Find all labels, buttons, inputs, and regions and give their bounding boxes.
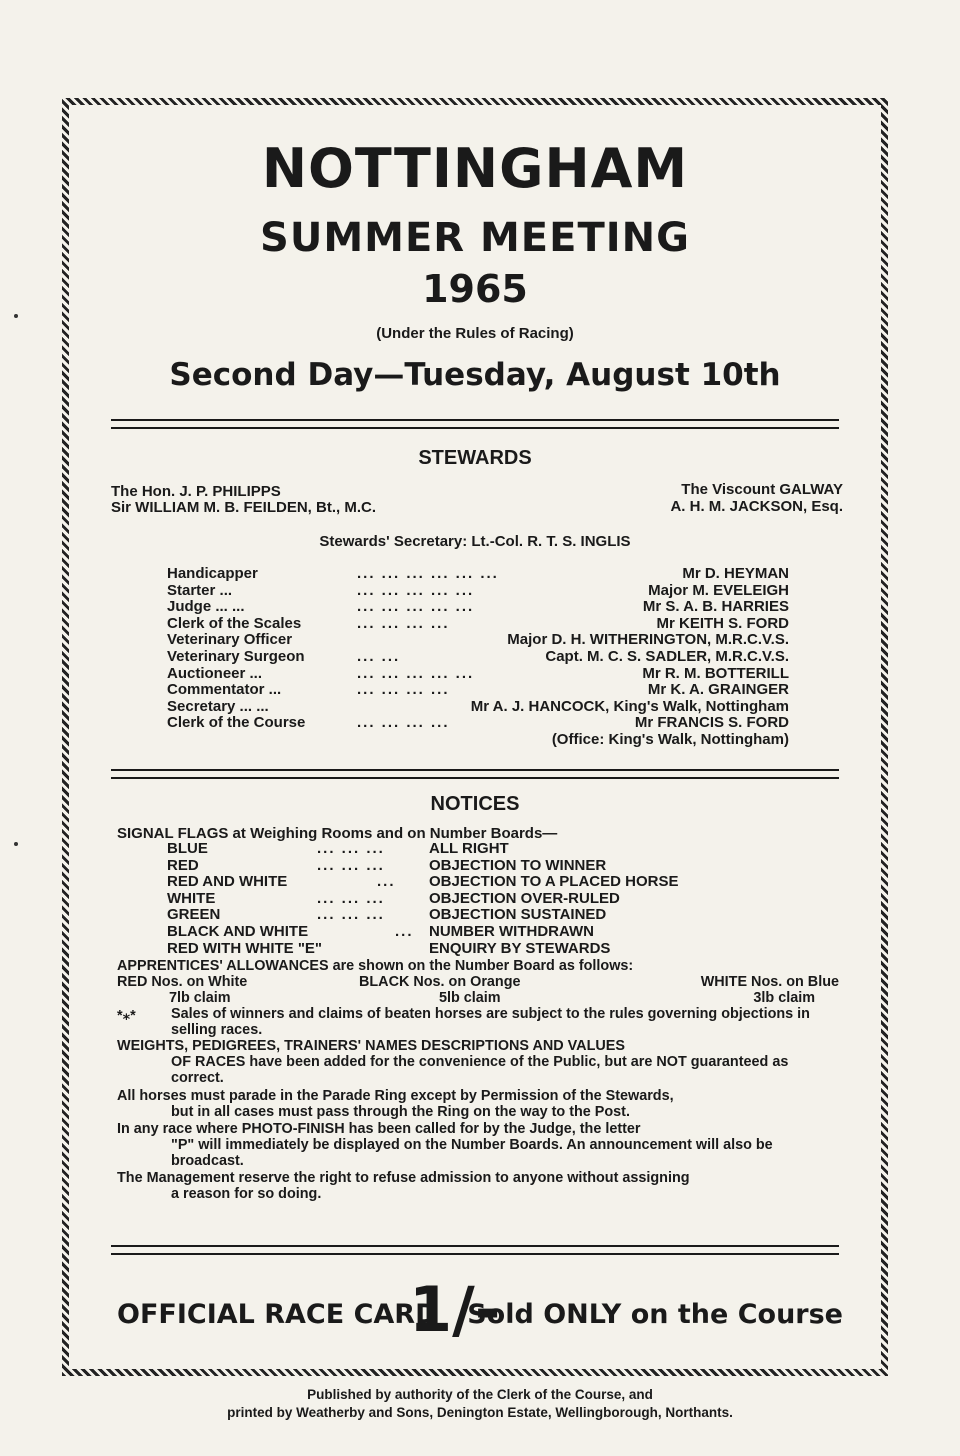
steward-left-2: Sir WILLIAM M. B. FEILDEN, Bt., M.C. [111,499,376,516]
meeting-year: 1965 [422,267,528,311]
race-card-label: OFFICIAL RACE CARD [117,1299,438,1330]
flag-row: WHITE ... ... ... OBJECTION OVER-RULED [167,889,620,907]
steward-right-2: A. H. M. JACKSON, Esq. [670,498,843,515]
office-address: (Office: King's Walk, Nottingham) [551,730,789,748]
official-row: Clerk of the Course ... ... ... ... Mr FRANCIS S. FORD [167,714,789,732]
official-row: Judge ... ... ... ... ... ... ... Mr S. A. B. HARRIES [167,598,789,616]
flag-row: BLUE ... ... ... ALL RIGHT [167,840,509,857]
divider [111,769,839,779]
staple-hole [14,314,18,318]
officials-list [167,566,789,749]
divider [111,419,839,429]
flag-row: RED AND WHITE ... OBJECTION TO A PLACED HORSE [167,873,679,891]
management-notice-1: The Management reserve the right to refuse admission to anyone without assigning [117,1170,690,1186]
checkered-border [62,98,888,1376]
stewards-heading: STEWARDS [418,447,532,469]
parade-notice-1: All horses must parade in the Parade Ring except by Permission of the Stewards, [117,1088,674,1104]
official-row: Auctioneer ... ... ... ... ... ... Mr R. M. BOTTERILL [167,664,789,682]
flag-row: RED WITH WHITE "E" ENQUIRY BY STEWARDS [167,939,611,957]
photo-finish-notice-1: In any race where PHOTO-FINISH has been called for by the Judge, the letter [117,1121,641,1137]
allowance-white: WHITE Nos. on Blue [700,974,839,990]
claim-5lb: 5lb claim [439,990,501,1006]
price-amount: 1/- [409,1273,501,1346]
official-row: Starter ... ... ... ... ... ... Major M. EVELEIGH [167,581,789,599]
claim-3lb: 3lb claim [753,990,815,1006]
notices-heading: NOTICES [430,793,520,815]
allowance-black: BLACK Nos. on Orange [359,974,521,990]
signal-flags-list [167,841,807,957]
stewards-secretary: Stewards' Secretary: Lt.-Col. R. T. S. INGLIS [319,533,631,550]
divider [111,1245,839,1255]
official-row: Veterinary Officer Major D. H. WITHERINGTON, M.R.C.V.S. [167,631,789,649]
staple-hole [14,842,18,846]
race-day: Second Day—Tuesday, August 10th [169,357,781,393]
official-row: Handicapper ... ... ... ... ... ... Mr D. HEYMAN [167,565,789,582]
official-row: Clerk of the Scales ... ... ... ... Mr KEITH S. FORD [167,614,789,632]
publisher-line-1: Published by authority of the Clerk of the Course, and [307,1387,653,1402]
official-row: Commentator ... ... ... ... ... Mr K. A. GRAINGER [167,681,789,699]
steward-left-1: The Hon. J. P. PHILIPPS [111,483,281,500]
sales-notice: Sales of winners and claims of beaten horses are subject to the rules governing objections in selling races. [171,1006,810,1039]
official-row: Veterinary Surgeon ... ... Capt. M. C. S. SADLER, M.R.C.V.S. [167,647,789,665]
flag-row: GREEN ... ... ... OBJECTION SUSTAINED [167,906,607,924]
publisher-line-2: printed by Weatherby and Sons, Denington Estate, Wellingborough, Northants. [227,1405,733,1420]
flag-row: RED ... ... ... OBJECTION TO WINNER [167,856,607,874]
weights-notice-1: WEIGHTS, PEDIGREES, TRAINERS' NAMES DESCRIPTIONS AND VALUES [117,1038,625,1054]
sold-note: Sold ONLY on the Course [467,1299,843,1330]
signal-flags-intro: SIGNAL FLAGS at Weighing Rooms and on Number Boards— [117,825,558,842]
official-row: Secretary ... ... Mr A. J. HANCOCK, King's Walk, Nottingham [167,697,789,715]
page-title: NOTTINGHAM [261,137,689,200]
claim-7lb: 7lb claim [169,990,231,1006]
management-notice-2: a reason for so doing. [171,1186,322,1202]
apprentices-notice: APPRENTICES' ALLOWANCES are shown on the Number Board as follows: [117,958,634,974]
allowance-red: RED Nos. on White [117,974,248,990]
steward-right-1: The Viscount GALWAY [681,481,843,498]
asterism: *⁎* [117,1008,136,1024]
parade-notice-2: but in all cases must pass through the Ring on the way to the Post. [171,1104,630,1120]
rules-note: (Under the Rules of Racing) [376,325,574,342]
weights-notice-2: OF RACES have been added for the convenience of the Public, but are NOT guaranteed as correct. [171,1054,789,1087]
flag-row: BLACK AND WHITE ... NUMBER WITHDRAWN [167,922,594,940]
meeting-subtitle: SUMMER MEETING [260,215,690,261]
price-line [69,1273,881,1357]
photo-finish-notice-2: "P" will immediately be displayed on the Number Boards. An announcement will also be broadcast. [171,1137,773,1170]
